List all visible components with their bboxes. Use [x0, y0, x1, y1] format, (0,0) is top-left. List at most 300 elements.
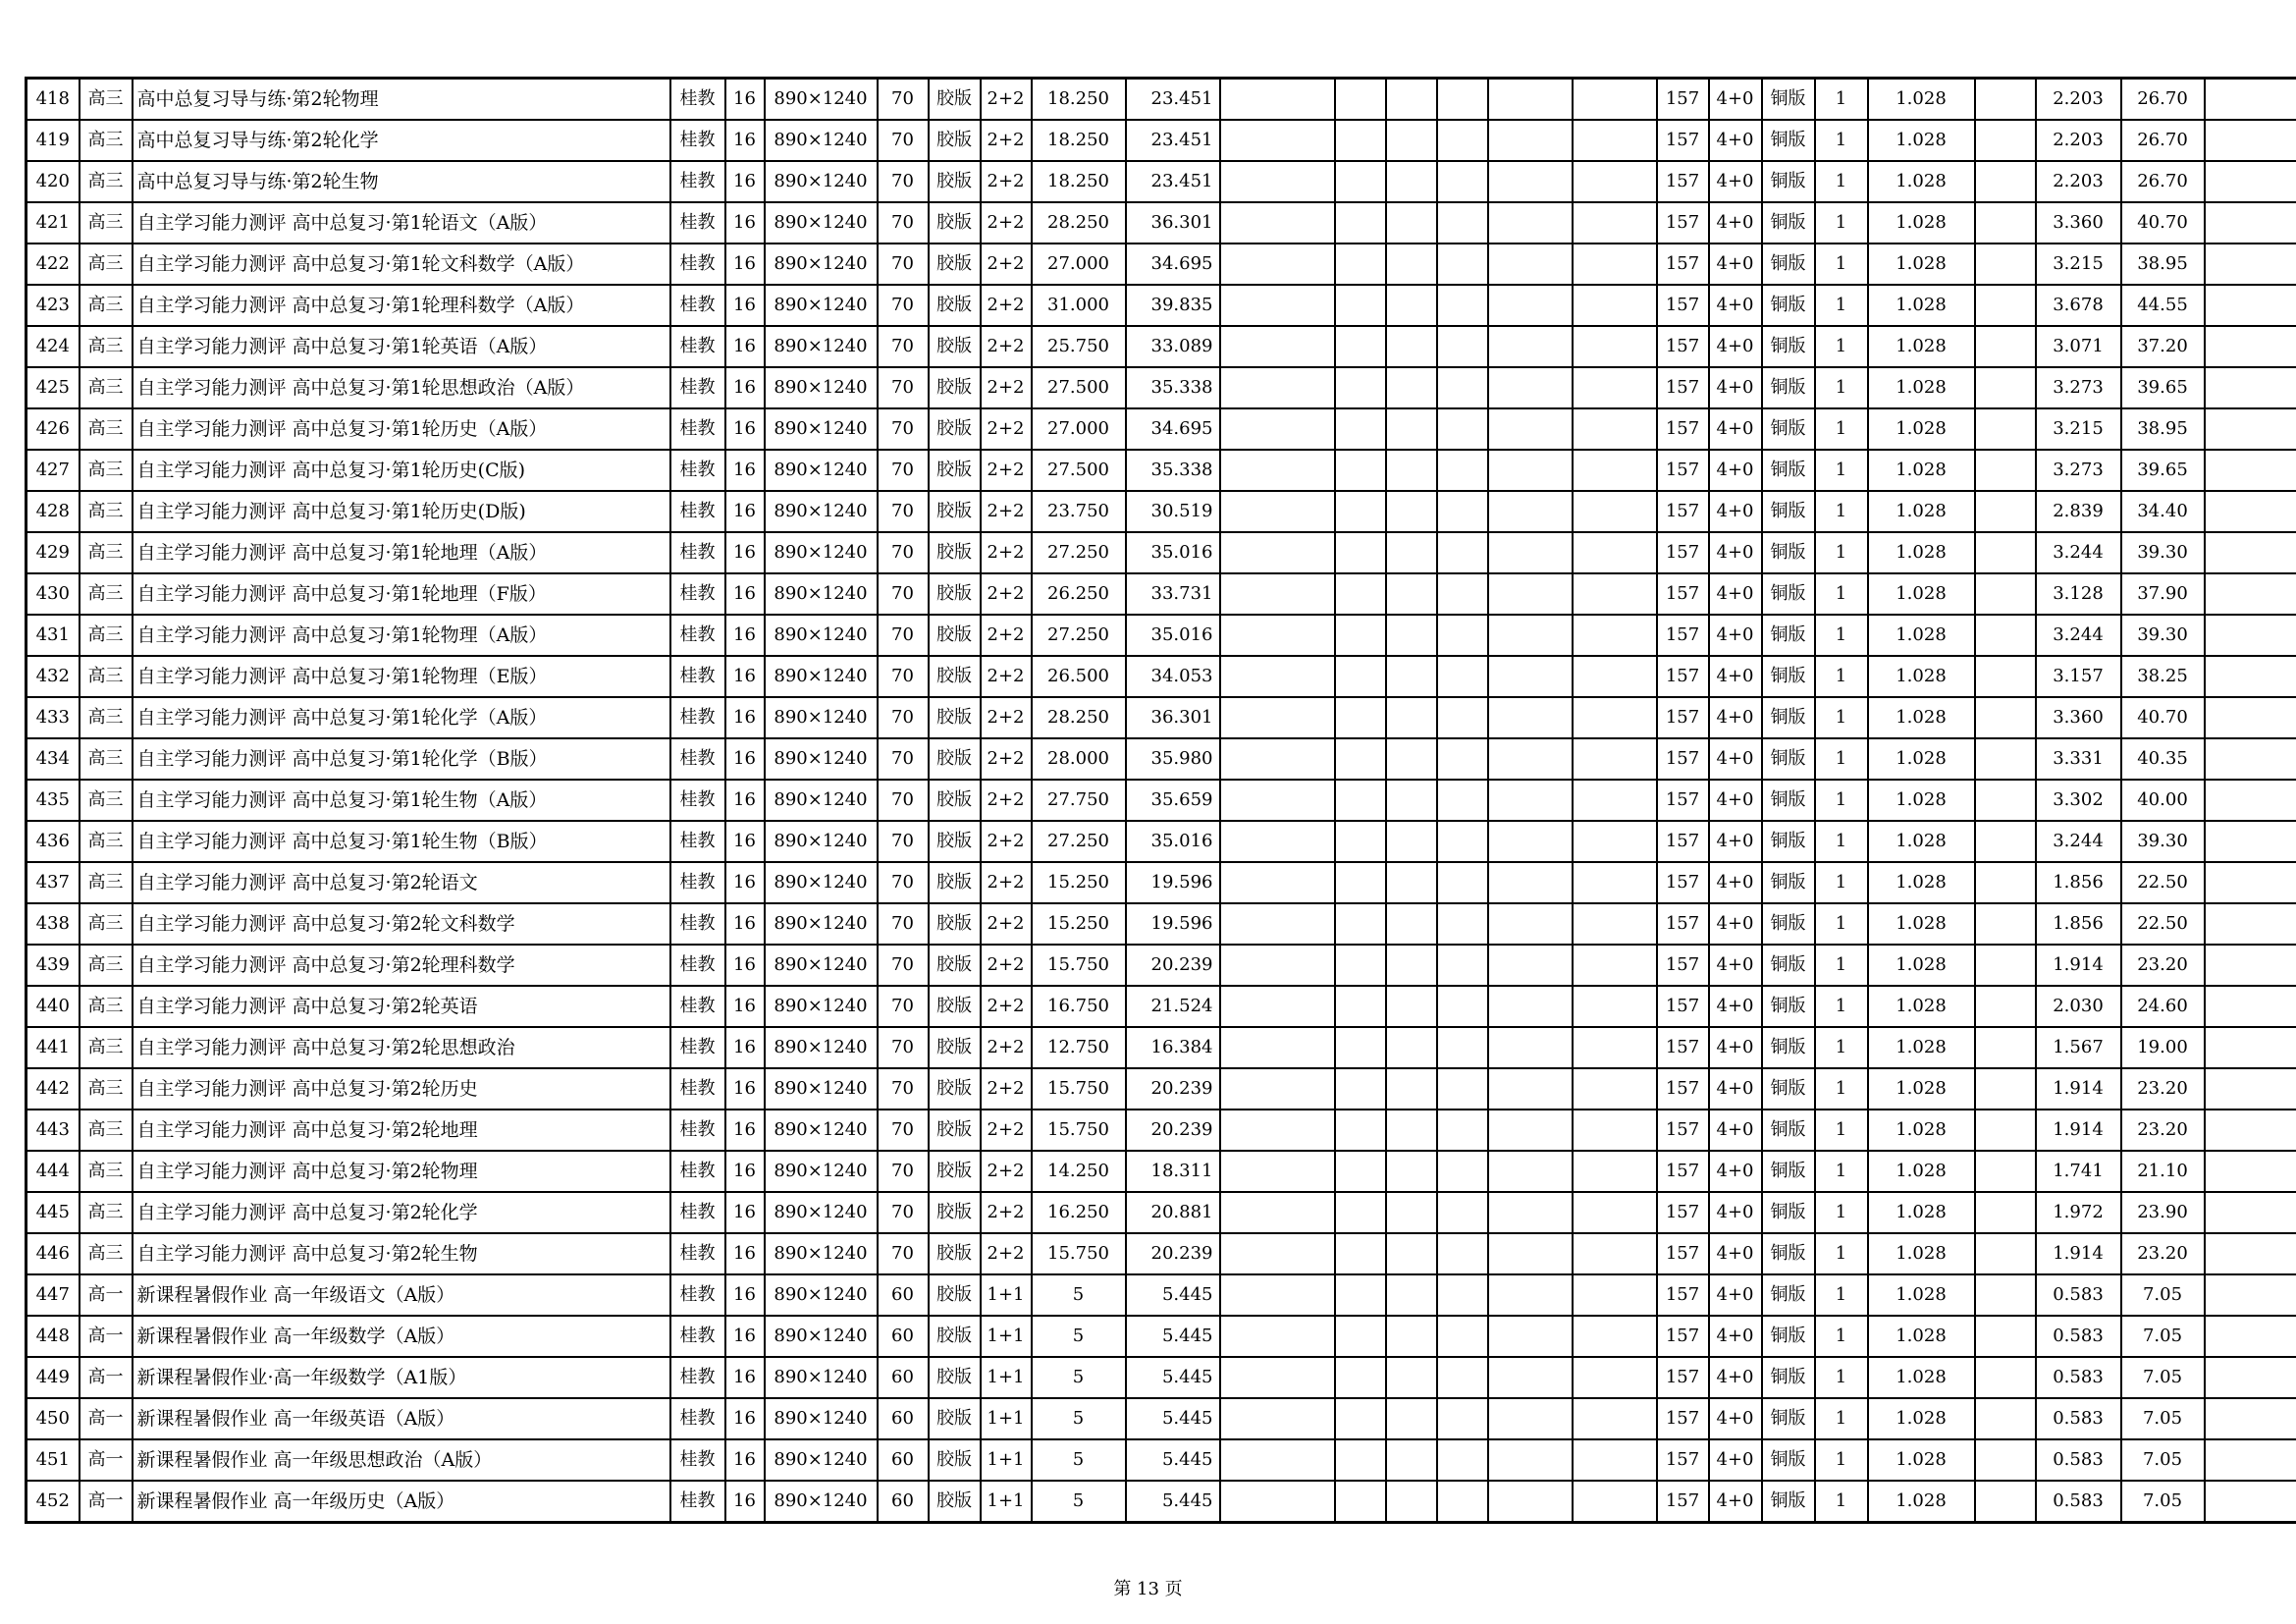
cover-count: 1	[1815, 532, 1868, 573]
text-price: 36.301	[1126, 697, 1220, 738]
row-number: 432	[27, 656, 80, 697]
book-title: 自主学习能力测评 高中总复习·第1轮化学（B版）	[133, 738, 670, 780]
empty-cell	[1437, 161, 1488, 202]
empty-cell	[2205, 945, 2296, 986]
empty-cell	[1335, 326, 1386, 367]
total-price: 37.20	[2121, 326, 2205, 367]
paper-size: 890×1240	[765, 1151, 878, 1192]
empty-cell	[1335, 450, 1386, 491]
cover-color: 4+0	[1709, 202, 1762, 244]
empty-cell	[1220, 1316, 1335, 1357]
empty-cell	[1437, 1481, 1488, 1523]
book-title: 自主学习能力测评 高中总复习·第1轮思想政治（A版）	[133, 367, 670, 408]
empty-cell	[1386, 1316, 1437, 1357]
cover-color: 4+0	[1709, 1357, 1762, 1398]
empty-cell	[1573, 244, 1657, 285]
empty-cell	[1220, 615, 1335, 656]
sheet-count: 27.500	[1032, 450, 1126, 491]
row-number: 447	[27, 1274, 80, 1316]
cover-weight: 157	[1657, 120, 1709, 161]
empty-cell	[1220, 79, 1335, 121]
paper-weight: 70	[878, 120, 929, 161]
paper-type: 胶版	[929, 532, 981, 573]
paper-size: 890×1240	[765, 1233, 878, 1274]
book-title: 自主学习能力测评 高中总复习·第1轮历史(C版)	[133, 450, 670, 491]
text-price: 18.311	[1126, 1151, 1220, 1192]
cover-price: 1.972	[2036, 1192, 2121, 1233]
cover-paper: 铜版	[1762, 491, 1815, 532]
cover-sheet: 1.028	[1868, 1316, 1975, 1357]
cover-weight: 157	[1657, 408, 1709, 450]
grade: 高三	[80, 326, 133, 367]
grade: 高三	[80, 1192, 133, 1233]
cover-paper: 铜版	[1762, 1192, 1815, 1233]
book-title: 自主学习能力测评 高中总复习·第1轮地理（A版）	[133, 532, 670, 573]
cover-count: 1	[1815, 986, 1868, 1027]
cover-paper: 铜版	[1762, 79, 1815, 121]
table-row	[27, 1192, 2296, 1233]
cover-color: 4+0	[1709, 120, 1762, 161]
paper-type: 胶版	[929, 903, 981, 945]
total-price: 40.00	[2121, 780, 2205, 821]
cover-weight: 157	[1657, 1151, 1709, 1192]
empty-cell	[1573, 986, 1657, 1027]
empty-cell	[1220, 780, 1335, 821]
empty-cell	[2205, 573, 2296, 615]
sheet-count: 18.250	[1032, 79, 1126, 121]
empty-cell	[2205, 1151, 2296, 1192]
row-number: 442	[27, 1068, 80, 1110]
cover-sheet: 1.028	[1868, 697, 1975, 738]
cover-sheet: 1.028	[1868, 450, 1975, 491]
empty-cell	[1975, 1151, 2036, 1192]
empty-cell	[1975, 1274, 2036, 1316]
cover-color: 4+0	[1709, 367, 1762, 408]
total-price: 34.40	[2121, 491, 2205, 532]
publisher: 桂教	[670, 615, 725, 656]
empty-cell	[1386, 1027, 1437, 1068]
sheet-count: 5	[1032, 1481, 1126, 1523]
print-color: 1+1	[981, 1316, 1032, 1357]
cover-paper: 铜版	[1762, 1110, 1815, 1151]
empty-cell	[1220, 1027, 1335, 1068]
empty-cell	[1220, 202, 1335, 244]
cover-paper: 铜版	[1762, 408, 1815, 450]
cover-price: 3.215	[2036, 244, 2121, 285]
sheet-count: 5	[1032, 1316, 1126, 1357]
publisher: 桂教	[670, 697, 725, 738]
cover-weight: 157	[1657, 780, 1709, 821]
cover-price: 1.856	[2036, 862, 2121, 903]
cover-color: 4+0	[1709, 656, 1762, 697]
cover-sheet: 1.028	[1868, 326, 1975, 367]
empty-cell	[2205, 1316, 2296, 1357]
paper-size: 890×1240	[765, 738, 878, 780]
empty-cell	[1386, 120, 1437, 161]
empty-cell	[2205, 285, 2296, 326]
publisher: 桂教	[670, 903, 725, 945]
text-price: 20.239	[1126, 1068, 1220, 1110]
total-price: 23.20	[2121, 945, 2205, 986]
empty-cell	[1335, 79, 1386, 121]
text-price: 19.596	[1126, 862, 1220, 903]
empty-cell	[1488, 615, 1573, 656]
cover-weight: 157	[1657, 79, 1709, 121]
empty-cell	[1437, 244, 1488, 285]
publisher: 桂教	[670, 1192, 725, 1233]
cover-weight: 157	[1657, 1192, 1709, 1233]
empty-cell	[1335, 120, 1386, 161]
cover-paper: 铜版	[1762, 367, 1815, 408]
paper-type: 胶版	[929, 244, 981, 285]
book-title: 自主学习能力测评 高中总复习·第1轮地理（F版）	[133, 573, 670, 615]
empty-cell	[1437, 945, 1488, 986]
empty-cell	[1437, 1027, 1488, 1068]
format: 16	[725, 1316, 765, 1357]
cover-price: 0.583	[2036, 1357, 2121, 1398]
cover-color: 4+0	[1709, 408, 1762, 450]
cover-paper: 铜版	[1762, 573, 1815, 615]
row-number: 430	[27, 573, 80, 615]
format: 16	[725, 945, 765, 986]
empty-cell	[1220, 120, 1335, 161]
empty-cell	[2205, 1398, 2296, 1439]
cover-weight: 157	[1657, 821, 1709, 862]
grade: 高一	[80, 1439, 133, 1481]
empty-cell	[1335, 1027, 1386, 1068]
cover-price: 3.244	[2036, 821, 2121, 862]
empty-cell	[1437, 1398, 1488, 1439]
empty-cell	[1386, 862, 1437, 903]
text-price: 5.445	[1126, 1439, 1220, 1481]
print-color: 2+2	[981, 202, 1032, 244]
total-price: 38.25	[2121, 656, 2205, 697]
empty-cell	[1386, 1068, 1437, 1110]
cover-paper: 铜版	[1762, 1151, 1815, 1192]
publisher: 桂教	[670, 532, 725, 573]
cover-price: 1.914	[2036, 1110, 2121, 1151]
cover-price: 2.203	[2036, 79, 2121, 121]
book-title: 自主学习能力测评 高中总复习·第1轮历史(D版)	[133, 491, 670, 532]
row-number: 421	[27, 202, 80, 244]
cover-count: 1	[1815, 697, 1868, 738]
row-number: 431	[27, 615, 80, 656]
grade: 高三	[80, 945, 133, 986]
paper-weight: 60	[878, 1274, 929, 1316]
empty-cell	[1975, 821, 2036, 862]
table-row	[27, 1110, 2296, 1151]
empty-cell	[1573, 326, 1657, 367]
paper-weight: 70	[878, 1068, 929, 1110]
cover-paper: 铜版	[1762, 821, 1815, 862]
paper-weight: 70	[878, 244, 929, 285]
sheet-count: 27.250	[1032, 532, 1126, 573]
table-row	[27, 1398, 2296, 1439]
empty-cell	[1386, 573, 1437, 615]
empty-cell	[1220, 1439, 1335, 1481]
cover-price: 3.302	[2036, 780, 2121, 821]
row-number: 420	[27, 161, 80, 202]
table-row	[27, 1316, 2296, 1357]
empty-cell	[1573, 367, 1657, 408]
cover-weight: 157	[1657, 244, 1709, 285]
total-price: 39.30	[2121, 532, 2205, 573]
empty-cell	[1573, 408, 1657, 450]
print-color: 2+2	[981, 780, 1032, 821]
cover-count: 1	[1815, 1027, 1868, 1068]
empty-cell	[1386, 1398, 1437, 1439]
sheet-count: 5	[1032, 1274, 1126, 1316]
cover-count: 1	[1815, 738, 1868, 780]
text-price: 34.695	[1126, 244, 1220, 285]
cover-weight: 157	[1657, 862, 1709, 903]
empty-cell	[1488, 1439, 1573, 1481]
empty-cell	[1975, 903, 2036, 945]
paper-size: 890×1240	[765, 573, 878, 615]
grade: 高三	[80, 1151, 133, 1192]
cover-paper: 铜版	[1762, 1027, 1815, 1068]
total-price: 37.90	[2121, 573, 2205, 615]
paper-type: 胶版	[929, 1233, 981, 1274]
total-price: 22.50	[2121, 903, 2205, 945]
empty-cell	[1335, 1316, 1386, 1357]
cover-weight: 157	[1657, 656, 1709, 697]
empty-cell	[1335, 1068, 1386, 1110]
empty-cell	[1488, 1274, 1573, 1316]
cover-paper: 铜版	[1762, 945, 1815, 986]
paper-type: 胶版	[929, 202, 981, 244]
cover-sheet: 1.028	[1868, 1233, 1975, 1274]
row-number: 445	[27, 1192, 80, 1233]
format: 16	[725, 1274, 765, 1316]
print-color: 2+2	[981, 285, 1032, 326]
cover-weight: 157	[1657, 903, 1709, 945]
cover-paper: 铜版	[1762, 1481, 1815, 1523]
grade: 高三	[80, 161, 133, 202]
cover-sheet: 1.028	[1868, 1357, 1975, 1398]
empty-cell	[2205, 821, 2296, 862]
cover-count: 1	[1815, 1151, 1868, 1192]
empty-cell	[1386, 656, 1437, 697]
cover-sheet: 1.028	[1868, 1151, 1975, 1192]
total-price: 39.65	[2121, 367, 2205, 408]
paper-weight: 70	[878, 697, 929, 738]
paper-size: 890×1240	[765, 862, 878, 903]
cover-paper: 铜版	[1762, 615, 1815, 656]
row-number: 437	[27, 862, 80, 903]
empty-cell	[1220, 1398, 1335, 1439]
total-price: 23.20	[2121, 1110, 2205, 1151]
cover-color: 4+0	[1709, 780, 1762, 821]
cover-paper: 铜版	[1762, 1316, 1815, 1357]
paper-size: 890×1240	[765, 532, 878, 573]
cover-paper: 铜版	[1762, 532, 1815, 573]
row-number: 450	[27, 1398, 80, 1439]
total-price: 38.95	[2121, 408, 2205, 450]
table-row	[27, 615, 2296, 656]
empty-cell	[1488, 491, 1573, 532]
paper-type: 胶版	[929, 862, 981, 903]
empty-cell	[1573, 1439, 1657, 1481]
cover-color: 4+0	[1709, 862, 1762, 903]
cover-sheet: 1.028	[1868, 1192, 1975, 1233]
empty-cell	[1220, 326, 1335, 367]
publisher: 桂教	[670, 1233, 725, 1274]
cover-price: 3.273	[2036, 450, 2121, 491]
cover-price: 0.583	[2036, 1274, 2121, 1316]
cover-color: 4+0	[1709, 945, 1762, 986]
empty-cell	[1220, 532, 1335, 573]
empty-cell	[2205, 1481, 2296, 1523]
empty-cell	[2205, 120, 2296, 161]
empty-cell	[1488, 367, 1573, 408]
text-price: 30.519	[1126, 491, 1220, 532]
paper-size: 890×1240	[765, 1192, 878, 1233]
total-price: 40.35	[2121, 738, 2205, 780]
paper-type: 胶版	[929, 1274, 981, 1316]
cover-price: 0.583	[2036, 1439, 2121, 1481]
cover-sheet: 1.028	[1868, 780, 1975, 821]
format: 16	[725, 573, 765, 615]
empty-cell	[1220, 945, 1335, 986]
row-number: 429	[27, 532, 80, 573]
empty-cell	[1573, 79, 1657, 121]
empty-cell	[1573, 120, 1657, 161]
text-price: 5.445	[1126, 1481, 1220, 1523]
empty-cell	[1488, 202, 1573, 244]
cover-sheet: 1.028	[1868, 1398, 1975, 1439]
paper-weight: 70	[878, 738, 929, 780]
empty-cell	[1386, 1192, 1437, 1233]
cover-paper: 铜版	[1762, 903, 1815, 945]
cover-count: 1	[1815, 780, 1868, 821]
text-price: 33.731	[1126, 573, 1220, 615]
empty-cell	[1386, 532, 1437, 573]
cover-count: 1	[1815, 1274, 1868, 1316]
cover-sheet: 1.028	[1868, 1027, 1975, 1068]
cover-weight: 157	[1657, 1068, 1709, 1110]
cover-weight: 157	[1657, 573, 1709, 615]
empty-cell	[1488, 120, 1573, 161]
cover-weight: 157	[1657, 161, 1709, 202]
cover-count: 1	[1815, 120, 1868, 161]
paper-size: 890×1240	[765, 1274, 878, 1316]
cover-price: 1.914	[2036, 1233, 2121, 1274]
text-price: 35.016	[1126, 615, 1220, 656]
empty-cell	[1220, 656, 1335, 697]
empty-cell	[2205, 615, 2296, 656]
grade: 高三	[80, 986, 133, 1027]
sheet-count: 28.250	[1032, 202, 1126, 244]
empty-cell	[1975, 532, 2036, 573]
empty-cell	[1573, 1481, 1657, 1523]
grade: 高三	[80, 202, 133, 244]
paper-weight: 70	[878, 1110, 929, 1151]
sheet-count: 27.250	[1032, 615, 1126, 656]
cover-paper: 铜版	[1762, 161, 1815, 202]
table-row	[27, 780, 2296, 821]
paper-weight: 70	[878, 367, 929, 408]
empty-cell	[1975, 697, 2036, 738]
empty-cell	[1335, 780, 1386, 821]
format: 16	[725, 697, 765, 738]
paper-size: 890×1240	[765, 945, 878, 986]
total-price: 39.30	[2121, 821, 2205, 862]
book-title: 自主学习能力测评 高中总复习·第2轮语文	[133, 862, 670, 903]
print-color: 2+2	[981, 903, 1032, 945]
row-number: 443	[27, 1110, 80, 1151]
grade: 高三	[80, 862, 133, 903]
table-row	[27, 573, 2296, 615]
cover-color: 4+0	[1709, 615, 1762, 656]
print-color: 2+2	[981, 986, 1032, 1027]
cover-paper: 铜版	[1762, 697, 1815, 738]
paper-type: 胶版	[929, 120, 981, 161]
paper-weight: 60	[878, 1357, 929, 1398]
text-price: 20.239	[1126, 1233, 1220, 1274]
publisher: 桂教	[670, 1357, 725, 1398]
empty-cell	[1975, 1068, 2036, 1110]
grade: 高三	[80, 1068, 133, 1110]
publisher: 桂教	[670, 1439, 725, 1481]
book-title: 自主学习能力测评 高中总复习·第2轮历史	[133, 1068, 670, 1110]
empty-cell	[1335, 244, 1386, 285]
empty-cell	[2205, 656, 2296, 697]
grade: 高三	[80, 1233, 133, 1274]
cover-color: 4+0	[1709, 1398, 1762, 1439]
cover-color: 4+0	[1709, 532, 1762, 573]
table-row	[27, 1357, 2296, 1398]
table-row	[27, 244, 2296, 285]
book-title: 自主学习能力测评 高中总复习·第1轮生物（B版）	[133, 821, 670, 862]
cover-price: 0.583	[2036, 1481, 2121, 1523]
empty-cell	[1220, 821, 1335, 862]
empty-cell	[1975, 367, 2036, 408]
empty-cell	[1335, 738, 1386, 780]
empty-cell	[1488, 1068, 1573, 1110]
sheet-count: 5	[1032, 1357, 1126, 1398]
total-price: 44.55	[2121, 285, 2205, 326]
table-row	[27, 450, 2296, 491]
paper-type: 胶版	[929, 408, 981, 450]
publisher: 桂教	[670, 780, 725, 821]
text-price: 21.524	[1126, 986, 1220, 1027]
book-title: 自主学习能力测评 高中总复习·第1轮文科数学（A版）	[133, 244, 670, 285]
cover-sheet: 1.028	[1868, 491, 1975, 532]
table-row	[27, 986, 2296, 1027]
publisher: 桂教	[670, 821, 725, 862]
cover-paper: 铜版	[1762, 1274, 1815, 1316]
total-price: 26.70	[2121, 120, 2205, 161]
empty-cell	[1335, 862, 1386, 903]
paper-type: 胶版	[929, 1068, 981, 1110]
cover-count: 1	[1815, 862, 1868, 903]
empty-cell	[1488, 1233, 1573, 1274]
publisher: 桂教	[670, 367, 725, 408]
paper-size: 890×1240	[765, 161, 878, 202]
table-row	[27, 1481, 2296, 1523]
empty-cell	[1335, 986, 1386, 1027]
empty-cell	[1437, 738, 1488, 780]
empty-cell	[1220, 1192, 1335, 1233]
empty-cell	[1975, 862, 2036, 903]
paper-weight: 60	[878, 1439, 929, 1481]
print-color: 2+2	[981, 573, 1032, 615]
cover-price: 0.583	[2036, 1316, 2121, 1357]
cover-count: 1	[1815, 903, 1868, 945]
empty-cell	[1573, 1151, 1657, 1192]
text-price: 35.338	[1126, 450, 1220, 491]
